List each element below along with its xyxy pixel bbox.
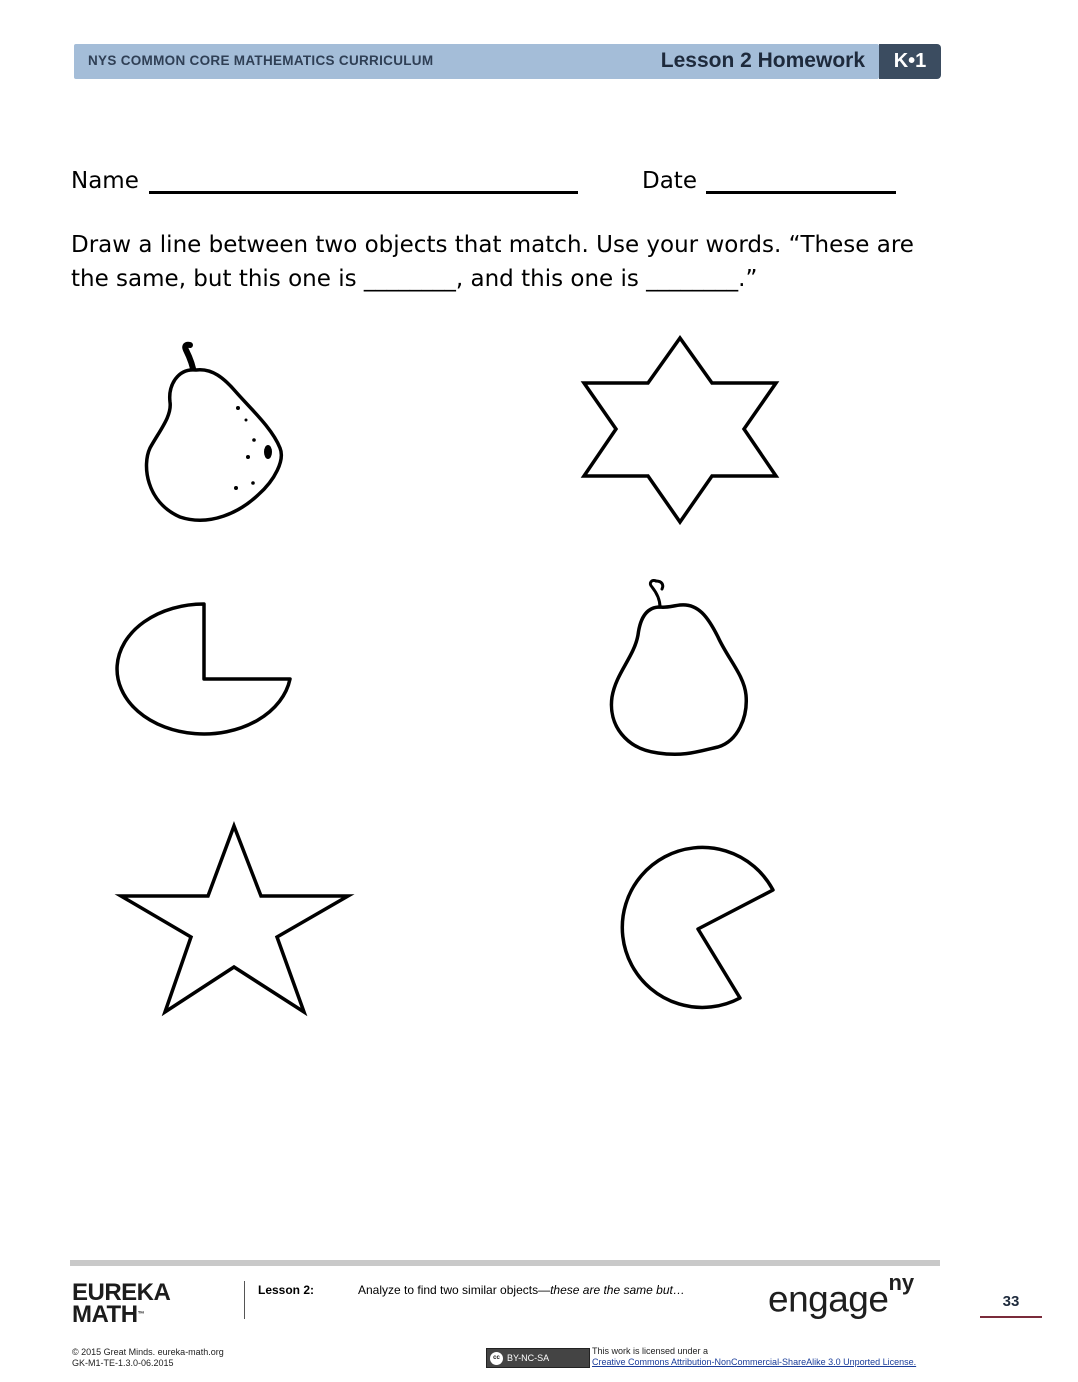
- name-field[interactable]: [149, 191, 578, 194]
- circle-quarter-cut[interactable]: [115, 598, 295, 733]
- six-point-star[interactable]: [580, 334, 780, 526]
- page-number-underline: [980, 1316, 1042, 1318]
- eureka-math-logo: EUREKA MATH™: [72, 1279, 171, 1328]
- pear-icon: [606, 577, 751, 762]
- pear-with-spots[interactable]: [140, 340, 290, 525]
- hexagram-icon: [580, 334, 780, 526]
- engageny-logo: engage$^{ny}$: [768, 1270, 915, 1320]
- footer-lesson-description: Analyze to find two similar objects—these are the same but…: [358, 1283, 685, 1297]
- license-link[interactable]: Creative Commons Attribution-NonCommercial-ShareAlike 3.0 Unported License.: [592, 1357, 917, 1367]
- pacman-circle-icon: [610, 846, 780, 1016]
- curriculum-title: NYS COMMON CORE MATHEMATICS CURRICULUM: [88, 53, 434, 68]
- instructions-line-1: Draw a line between two objects that match. Use your words. “These are: [71, 232, 914, 258]
- footer-vertical-divider: [244, 1281, 245, 1319]
- pear[interactable]: [606, 577, 751, 762]
- five-point-star[interactable]: [118, 822, 353, 1017]
- cc-icon: cc: [490, 1352, 503, 1365]
- date-label: Date: [642, 168, 697, 194]
- instructions-line-2: the same, but this one is ________, and this one is ________.”: [71, 266, 758, 292]
- lesson-title: Lesson 2 Homework: [660, 49, 865, 72]
- header-banner: [74, 44, 879, 79]
- star-icon: [118, 822, 353, 1017]
- instructions: [71, 228, 951, 296]
- footer-divider-bar: [70, 1260, 940, 1266]
- date-field[interactable]: [706, 191, 896, 194]
- page-number: 33: [1002, 1293, 1020, 1310]
- circle-wedge-cut[interactable]: [610, 846, 780, 1016]
- cut-circle-icon: [115, 598, 295, 733]
- grade-module-tag: K•1: [879, 44, 941, 79]
- copyright-notice: © 2015 Great Minds. eureka-math.org GK-M1-TE-1.3.0-06.2015: [72, 1347, 224, 1368]
- cc-license-badge[interactable]: cc BY-NC-SA: [486, 1348, 590, 1368]
- license-notice: This work is licensed under a Creative Commons Attribution-NonCommercial-ShareAlike 3.0 Unported License.: [592, 1346, 917, 1367]
- footer-lesson-label: Lesson 2:: [258, 1283, 315, 1297]
- name-label: Name: [71, 168, 139, 194]
- pear-icon: [140, 340, 290, 525]
